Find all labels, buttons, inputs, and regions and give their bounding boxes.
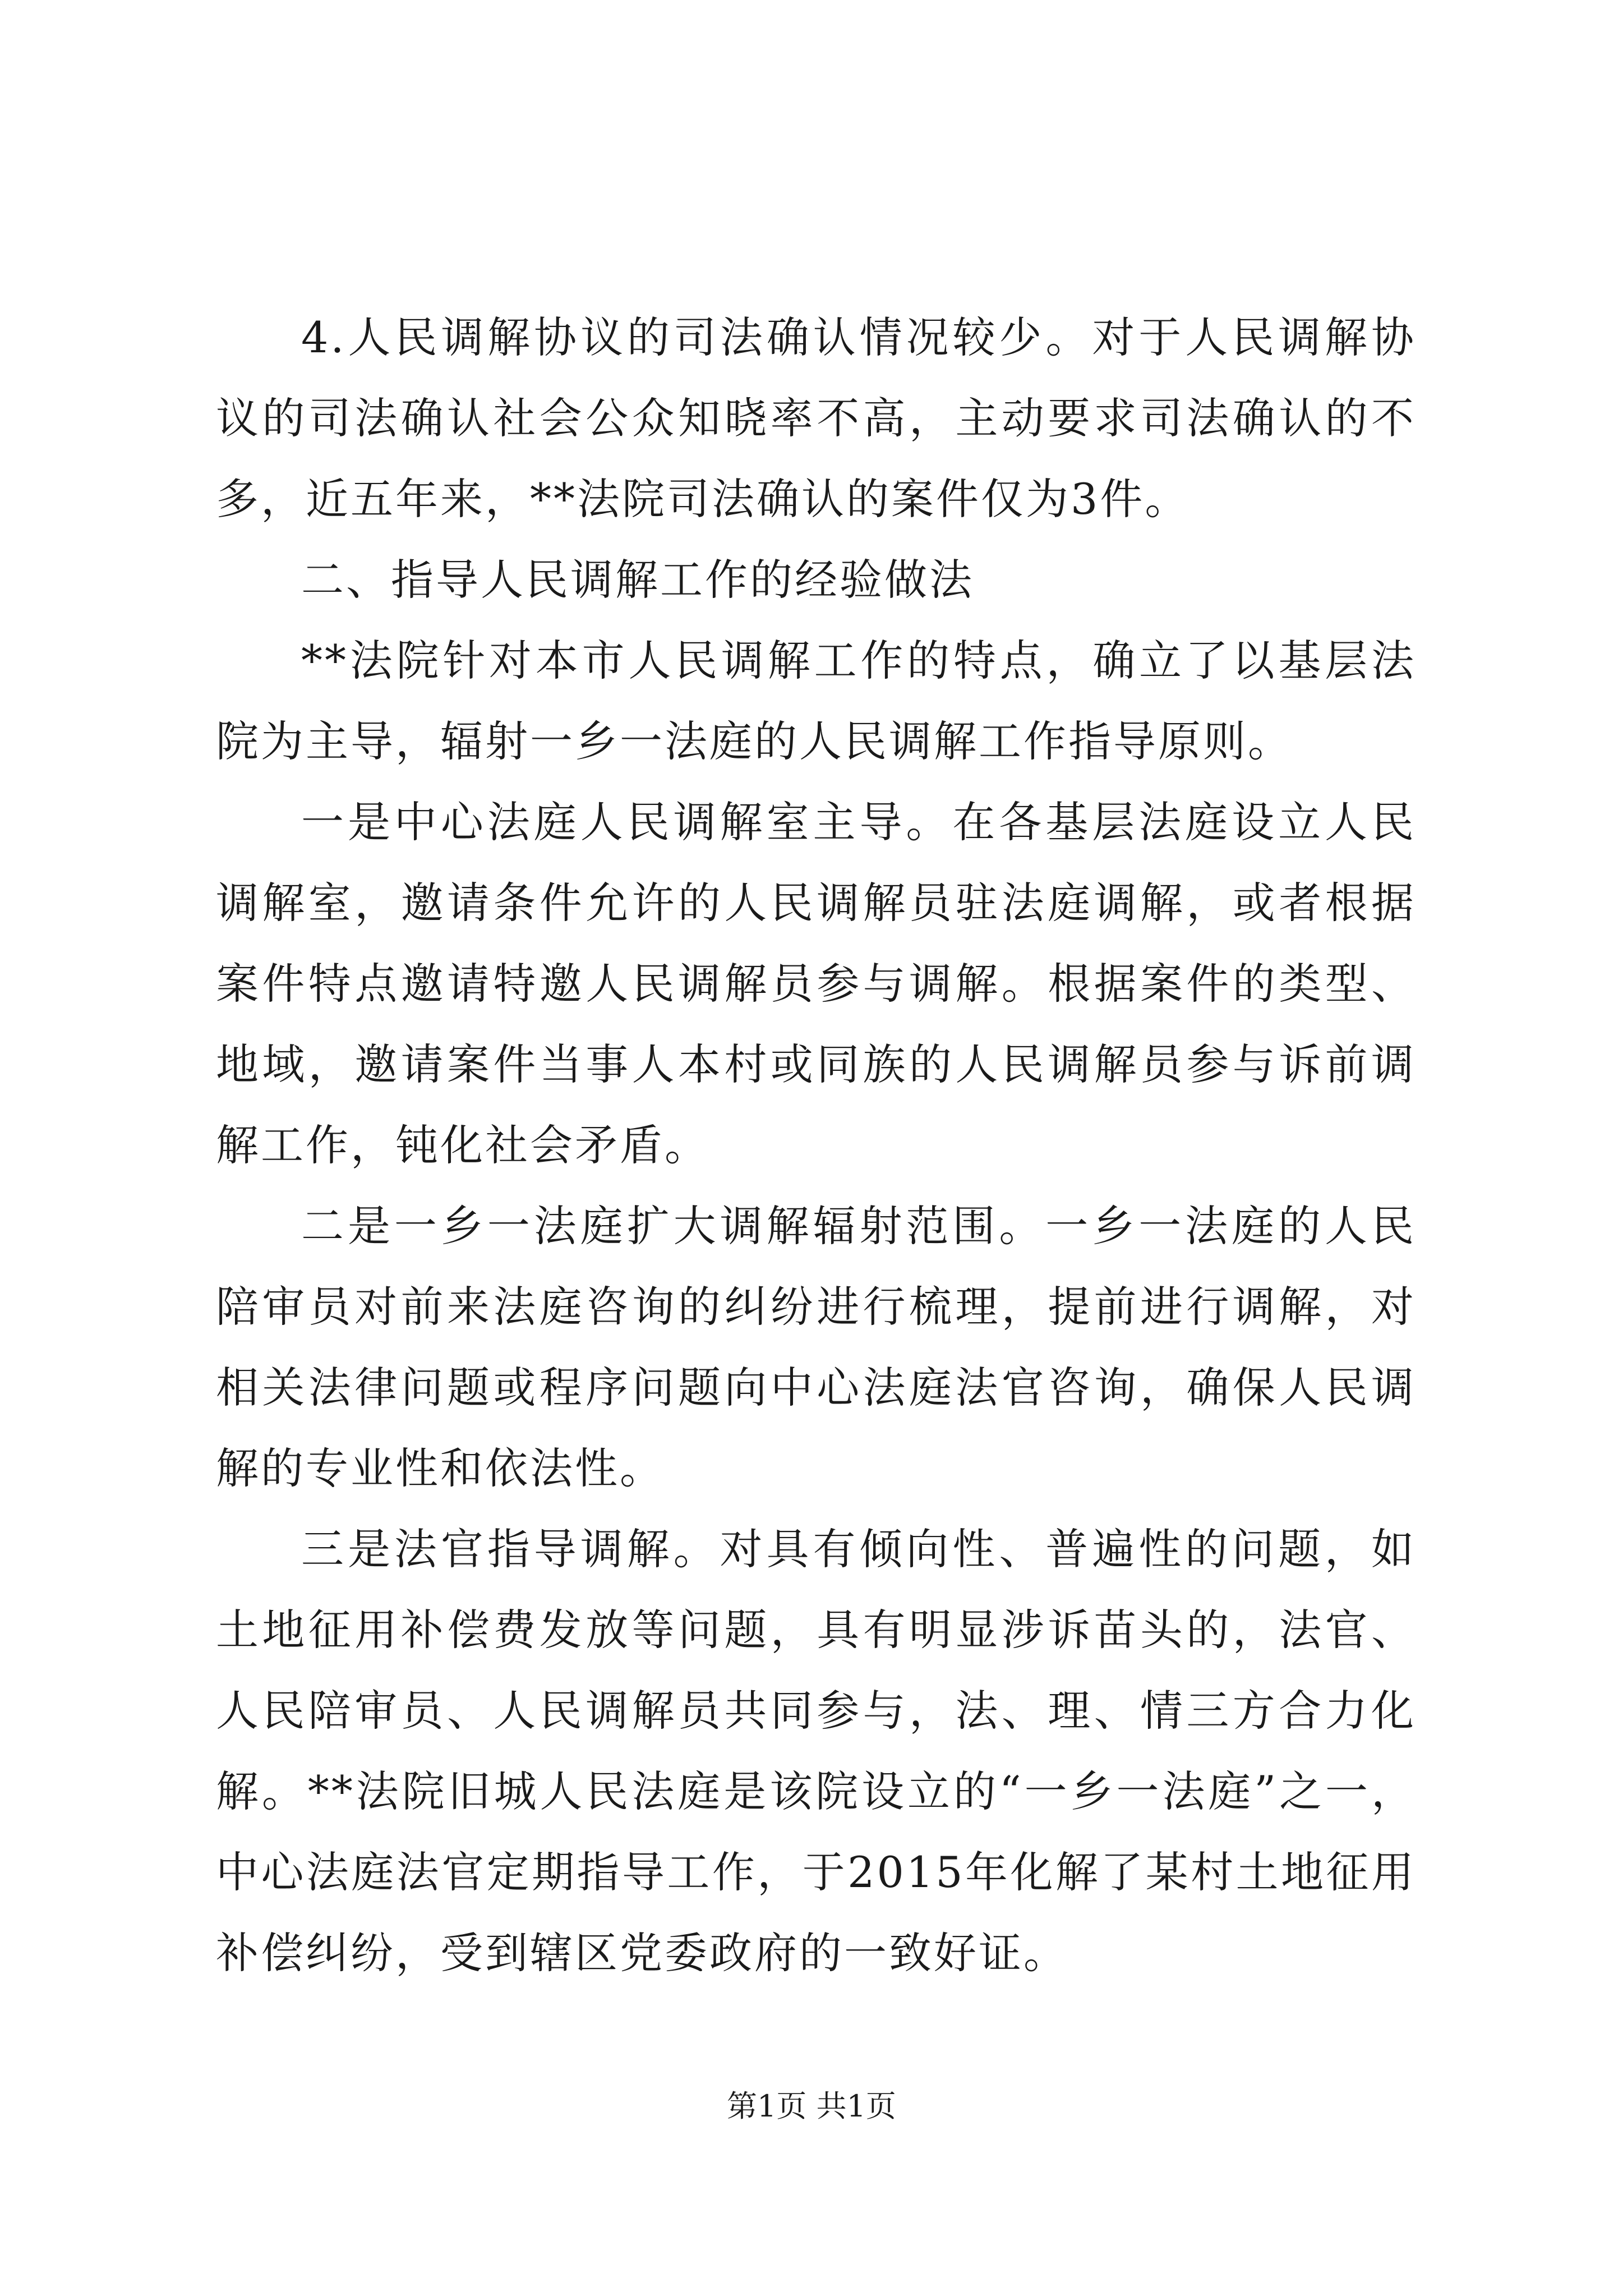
paragraph-sjudicial-confirmation: 4.人民调解协议的司法确认情况较少。对于人民调解协议的司法确认社会公众知晓率不高，主动要求司法确认的不多，近五年来，**法院司法确认的案件仅为3件。 [216, 312, 1416, 524]
paragraph-point-three: 三是法官指导调解。对具有倾向性、普遍性的问题，如土地征用补偿费发放等问题，具有明显涉诉苗头的，法官、人民陪审员、人民调解员共同参与，法、理、情三方合力化解。**法院旧城人民法庭是该院设立的“一乡一法庭”之一，中心法庭法官定期指导工作，于2015年化解了某村土地征用补偿纠纷，受到辖区党委政府的一致好证。 [216, 1524, 1416, 1978]
paragraph-point-one: 一是中心法庭人民调解室主导。在各基层法庭设立人民调解室，邀请条件允许的人民调解员驻法庭调解，或者根据案件特点邀请特邀人民调解员参与调解。根据案件的类型、地域，邀请案件当事人本村或同族的人民调解员参与诉前调解工作，钝化社会矛盾。 [216, 797, 1416, 1170]
paragraph-point-two: 二是一乡一法庭扩大调解辐射范围。一乡一法庭的人民陪审员对前来法庭咨询的纠纷进行梳理，提前进行调解，对相关法律问题或程序问题向中心法庭法官咨询，确保人民调解的专业性和依法性。 [216, 1201, 1416, 1493]
page-number-footer: 第1页 共1页 [727, 2088, 896, 2124]
paragraph-guiding-principle: **法院针对本市人民调解工作的特点，确立了以基层法院为主导，辐射一乡一法庭的人民调解工作指导原则。 [216, 636, 1416, 766]
section-heading-experience: 二、指导人民调解工作的经验做法 [301, 555, 974, 605]
document-body [216, 297, 1416, 1994]
